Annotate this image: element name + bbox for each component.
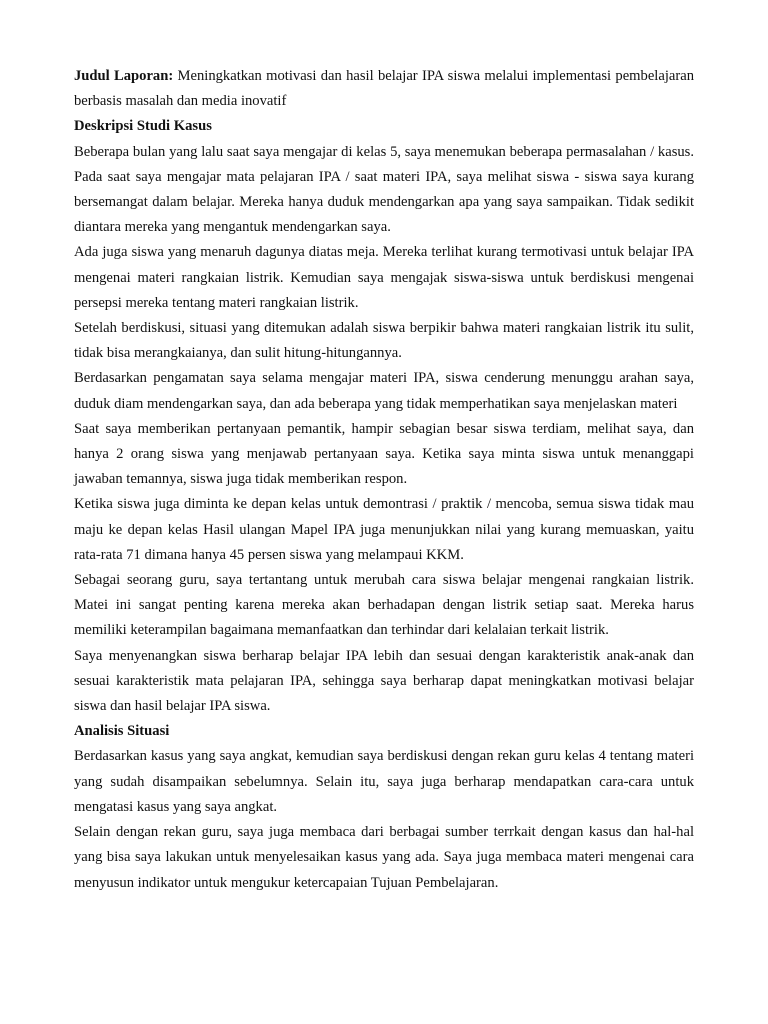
paragraph: Berdasarkan pengamatan saya selama mengajar materi IPA, siswa cenderung menunggu arahan saya, duduk diam mendengarkan saya, dan ada beberapa yang tidak memperhatikan saya menjelaskan materi bbox=[74, 370, 694, 412]
paragraph: Beberapa bulan yang lalu saat saya mengajar di kelas 5, saya menemukan beberapa permasalahan / kasus. Pada saat saya mengajar mata pelajaran IPA / saat materi IPA, saya melihat siswa - siswa saya kurang bersemangat dalam belajar. Mereka hanya duduk mendengarkan apa yang saya sampaikan. Tidak sedikit diantara mereka yang mengantuk mendengarkan saya. bbox=[74, 143, 694, 236]
paragraph: Sebagai seorang guru, saya tertantang untuk merubah cara siswa belajar mengenai rangkaian listrik. Matei ini sangat penting karena mereka akan berhadapan dengan listrik setiap saat. Mereka harus memiliki keterampilan bagaimana memanfaatkan dan terhindar dari kelalaian terkait listrik. bbox=[74, 572, 694, 639]
section-heading-case-description: Deskripsi Studi Kasus bbox=[74, 118, 212, 135]
paragraph: Ketika siswa juga diminta ke depan kelas untuk demontrasi / praktik / mencoba, semua siswa tidak mau maju ke depan kelas Hasil ulangan Mapel IPA juga menunjukkan nilai yang kurang memuaskan, yaitu rata-rata 71 dimana hanya 45 persen siswa yang melampaui KKM. bbox=[74, 496, 694, 563]
report-title-text: Meningkatkan motivasi dan hasil belajar IPA siswa melalui implementasi pembelajaran berbasis masalah dan media inovatif bbox=[74, 68, 694, 110]
paragraph: Saat saya memberikan pertanyaan pemantik, hampir sebagian besar siswa terdiam, melihat saya, dan hanya 2 orang siswa yang menjawab pertanyaan saya. Ketika saya minta siswa untuk menanggapi jawaban temannya, siswa juga tidak memberikan respon. bbox=[74, 420, 694, 488]
paragraph: Berdasarkan kasus yang saya angkat, kemudian saya berdiskusi dengan rekan guru kelas 4 tentang materi yang sudah disampaikan sebelumnya. Selain itu, saya juga berharap mendapatkan cara-cara untuk mengatasi kasus yang saya angkat. bbox=[74, 748, 694, 815]
paragraph: Selain dengan rekan guru, saya juga membaca dari berbagai sumber terrkait dengan kasus dan hal-hal yang bisa saya lakukan untuk menyelesaikan kasus yang ada. Saya juga membaca materi mengenai cara menyusun indikator untuk mengukur ketercapaian Tujuan Pembelajaran. bbox=[74, 824, 694, 891]
section-heading-situation-analysis: Analisis Situasi bbox=[74, 723, 170, 740]
paragraph: Saya menyenangkan siswa berharap belajar IPA lebih dan sesuai dengan karakteristik anak-anak dan sesuai karakteristik mata pelajaran IPA, sehingga saya berharap dapat meningkatkan motivasi belajar siswa dan hasil belajar IPA siswa. bbox=[74, 647, 694, 715]
report-title-label: Judul Laporan: bbox=[74, 68, 174, 84]
paragraph: Ada juga siswa yang menaruh dagunya diatas meja. Mereka terlihat kurang termotivasi untuk belajar IPA mengenai materi rangkaian listrik. Kemudian saya mengajak siswa-siswa untuk berdiskusi mengenai persepsi mereka tentang materi rangkaian listrik. bbox=[74, 244, 694, 311]
paragraph: Setelah berdiskusi, situasi yang ditemukan adalah siswa berpikir bahwa materi rangkaian listrik itu sulit, tidak bisa merangkaianya, dan sulit hitung-hitungannya. bbox=[74, 320, 694, 362]
report-title bbox=[74, 64, 694, 114]
document-page bbox=[74, 64, 694, 896]
